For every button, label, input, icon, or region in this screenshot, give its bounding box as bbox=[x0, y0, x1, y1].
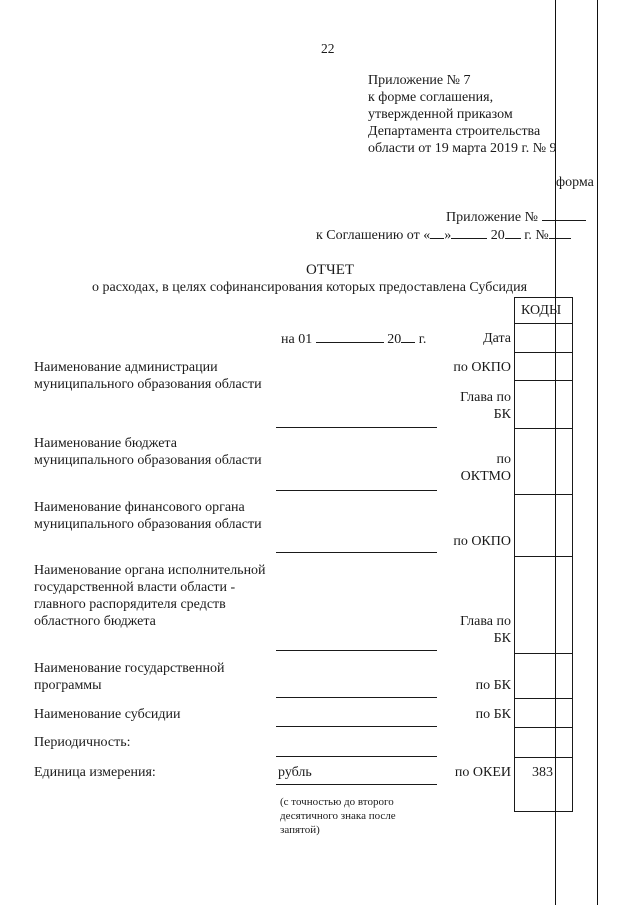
field-subsidy-label: Наименование субсидии bbox=[34, 707, 181, 722]
agreement-year-blank bbox=[505, 226, 521, 239]
appendix-label bbox=[446, 208, 586, 226]
agreement-number-blank bbox=[549, 226, 571, 239]
header-line-1: Приложение № 7 bbox=[368, 73, 471, 88]
code-label-oktmo-b: ОКТМО bbox=[460, 469, 511, 484]
field-periodicity-label: Периодичность: bbox=[34, 735, 131, 750]
scan-line bbox=[597, 0, 598, 905]
agreement-year: 20 bbox=[490, 228, 505, 243]
header-line-5: области от 19 марта 2019 г. № 9 bbox=[368, 141, 557, 156]
page-number: 22 bbox=[321, 41, 335, 56]
codes-row-divider bbox=[514, 727, 573, 728]
agreement-month-blank bbox=[451, 226, 487, 239]
code-label-glava-bk-1b: БК bbox=[493, 407, 511, 422]
appendix-number-blank bbox=[542, 208, 586, 221]
report-date-year: 20 bbox=[387, 332, 402, 347]
code-label-glava-bk-1a: Глава по bbox=[460, 390, 511, 405]
report-title: ОТЧЕТ bbox=[305, 262, 355, 278]
report-date-month-blank bbox=[316, 330, 384, 343]
code-label-po-bk-1: по БК bbox=[475, 678, 511, 693]
codes-row-divider bbox=[514, 698, 573, 699]
header-line-2: к форме соглашения, bbox=[368, 90, 494, 105]
field-periodicity-input-line bbox=[276, 756, 437, 757]
code-label-glava-bk-2b: БК bbox=[493, 631, 511, 646]
header-line-3: утвержденной приказом bbox=[368, 107, 513, 122]
okei-code-value: 383 bbox=[532, 765, 553, 780]
field-subsidy-input-line bbox=[276, 726, 437, 727]
code-label-oktmo-a: по bbox=[496, 452, 511, 467]
field-authority-label: Наименование органа исполнительной государственной власти области - главного распорядителя средств областного бюджета bbox=[34, 563, 266, 629]
field-admin-input-line bbox=[276, 427, 437, 428]
field-budget-label: Наименование бюджета муниципального образования области bbox=[34, 436, 262, 468]
codes-column bbox=[514, 297, 573, 812]
field-unit-label: Единица измерения: bbox=[34, 765, 156, 780]
code-label-okpo-2: по ОКПО bbox=[453, 534, 511, 549]
field-unit-input-line bbox=[276, 784, 437, 785]
code-label-okpo-1: по ОКПО bbox=[453, 360, 511, 375]
code-label-glava-bk-2a: Глава по bbox=[460, 614, 511, 629]
codes-row-divider bbox=[514, 428, 573, 429]
code-label-date: Дата bbox=[483, 331, 511, 346]
agreement-line bbox=[316, 226, 571, 244]
header-line-4: Департамента строительства bbox=[368, 124, 541, 139]
field-admin-label: Наименование администрации муниципального образования области bbox=[34, 360, 262, 392]
appendix-label-text: Приложение № bbox=[446, 210, 538, 225]
agreement-prefix: к Соглашению от « bbox=[316, 228, 431, 243]
forma-label: форма bbox=[556, 175, 594, 190]
codes-header: КОДЫ bbox=[521, 303, 562, 318]
code-label-po-bk-2: по БК bbox=[475, 707, 511, 722]
report-date-line bbox=[281, 330, 426, 348]
codes-row-divider bbox=[514, 380, 573, 381]
codes-row-divider bbox=[514, 556, 573, 557]
report-date-prefix: на 01 bbox=[281, 332, 313, 347]
report-subtitle: о расходах, в целях софинансирования которых предоставлена Субсидия bbox=[92, 280, 528, 295]
agreement-suffix: г. № bbox=[524, 228, 549, 243]
field-program-input-line bbox=[276, 697, 437, 698]
field-authority-input-line bbox=[276, 650, 437, 651]
field-program-label: Наименование государственной программы bbox=[34, 661, 225, 693]
code-label-okei: по ОКЕИ bbox=[454, 765, 511, 780]
field-unit-note: (с точностью до второго десятичного знака после запятой) bbox=[280, 796, 396, 836]
field-finance-input-line bbox=[276, 552, 437, 553]
codes-row-divider bbox=[514, 352, 573, 353]
report-date-suffix: г. bbox=[418, 332, 427, 347]
codes-row-divider bbox=[514, 323, 573, 324]
field-budget-input-line bbox=[276, 490, 437, 491]
field-unit-value: рубль bbox=[278, 765, 312, 780]
codes-row-divider bbox=[514, 653, 573, 654]
report-date-year-blank bbox=[401, 330, 415, 343]
codes-row-divider bbox=[514, 494, 573, 495]
agreement-mid: » bbox=[444, 228, 452, 243]
scan-line bbox=[555, 0, 556, 905]
field-finance-label: Наименование финансового органа муниципального образования области bbox=[34, 500, 262, 532]
agreement-day-blank bbox=[430, 226, 444, 239]
codes-row-divider bbox=[514, 757, 573, 758]
